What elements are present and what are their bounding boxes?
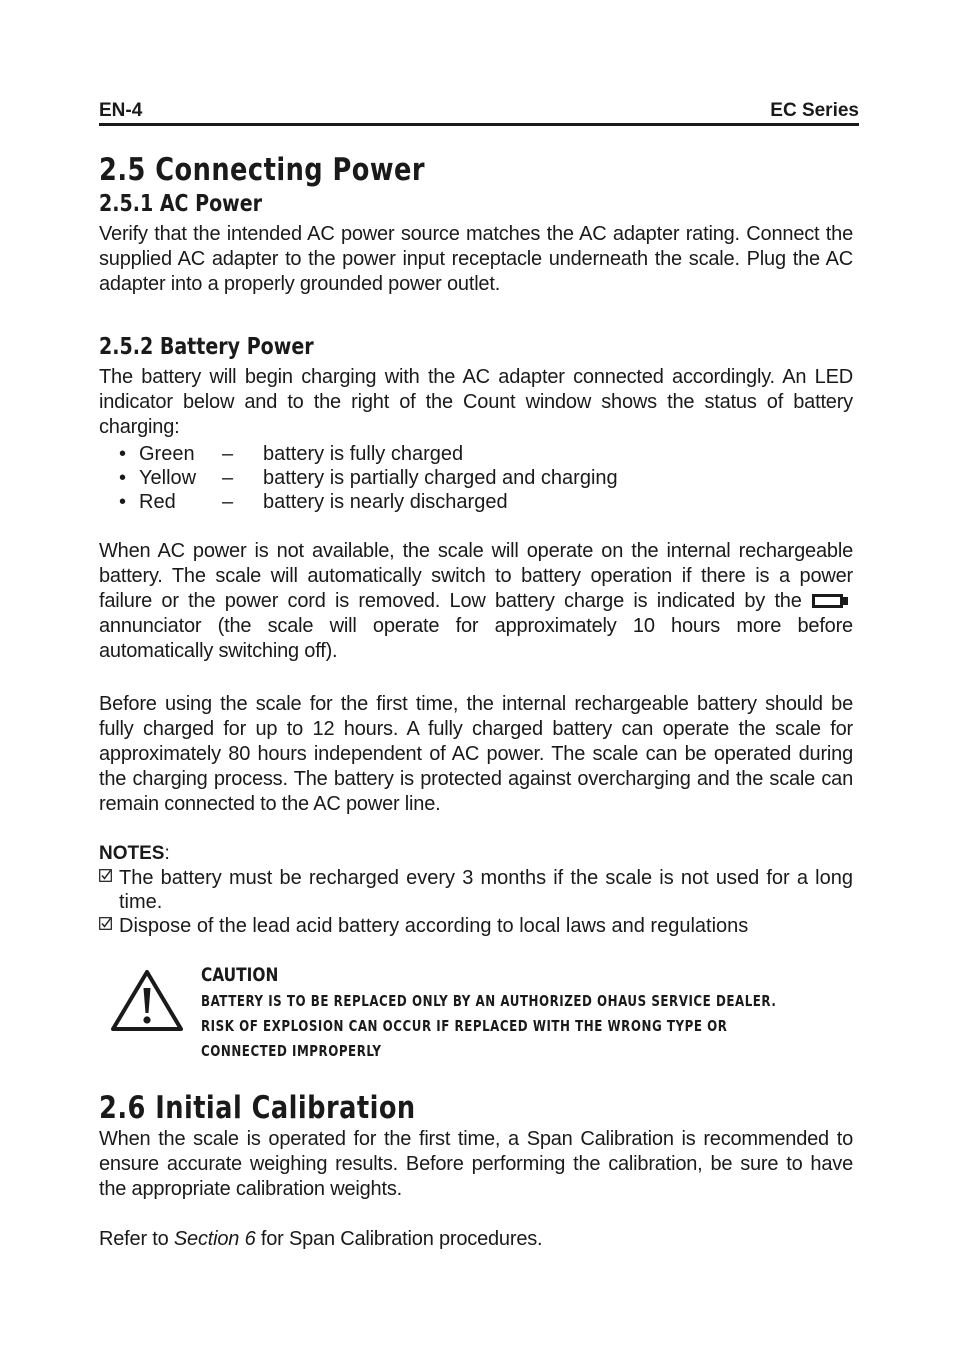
battery-intro-paragraph: The battery will begin charging with the AC adapter connected accordingly. An LED indicator below and to the right of the Count window shows the status of battery charging: <box>99 366 853 438</box>
section-2-6-title: 2.6 Initial Calibration <box>99 1090 416 1126</box>
page-number: EN-4 <box>99 100 143 121</box>
ac-power-paragraph: Verify that the intended AC power source matches the AC adapter rating. Connect the supplied AC adapter to the power input receptacle underneath the scale. Plug the AC adapter into a properly grounded power outlet. <box>99 223 853 295</box>
note-item: Dispose of the lead acid battery according to local laws and regulations <box>99 914 853 938</box>
ac-unavailable-paragraph: When AC power is not available, the scale will operate on the internal rechargeable battery. The scale will automatically switch to battery operation if there is a power failure or the power cord is removed. Low battery charge is indicated by the annunciator (the scale will operate for approximately 10 hours more before automatically switching off). <box>99 540 853 662</box>
section-2-5-1-title: 2.5.1 AC Power <box>99 191 263 217</box>
caution-line: RISK OF EXPLOSION CAN OCCUR IF REPLACED WITH THE WRONG TYPE OR <box>201 1017 728 1035</box>
series-name: EC Series <box>770 100 859 121</box>
low-battery-icon <box>811 593 849 609</box>
first-use-paragraph: Before using the scale for the first time, the internal rechargeable battery should be fully charged for up to 12 hours. A fully charged battery can operate the scale for approximately 80 hours independent of AC power. The scale can be operated during the charging process. The battery is protected against overcharging and the scale can remain connected to the AC power line. <box>99 693 853 815</box>
notes-heading: NOTES: <box>99 843 170 864</box>
section-2-5-title: 2.5 Connecting Power <box>99 152 426 188</box>
calibration-paragraph: When the scale is operated for the first time, a Span Calibration is recommended to ensure accurate weighing results. Before performing the calibration, be sure to have the appropriate calibration weights. <box>99 1128 853 1200</box>
page-header <box>99 100 859 124</box>
caution-title: CAUTION <box>201 964 279 986</box>
caution-line: BATTERY IS TO BE REPLACED ONLY BY AN AUTHORIZED OHAUS SERVICE DEALER. <box>201 992 777 1010</box>
refer-paragraph: Refer to Section 6 for Span Calibration procedures. <box>99 1228 543 1250</box>
note-item: The battery must be recharged every 3 months if the scale is not used for a long time. <box>99 866 853 914</box>
header-rule <box>99 123 859 126</box>
section-2-5-2-title: 2.5.2 Battery Power <box>99 334 314 360</box>
caution-line: CONNECTED IMPROPERLY <box>201 1042 382 1060</box>
checked-box-icon <box>99 917 112 930</box>
checked-box-icon <box>99 869 112 882</box>
warning-triangle-icon <box>111 968 183 1032</box>
section-6-reference: Section 6 <box>173 1228 256 1250</box>
